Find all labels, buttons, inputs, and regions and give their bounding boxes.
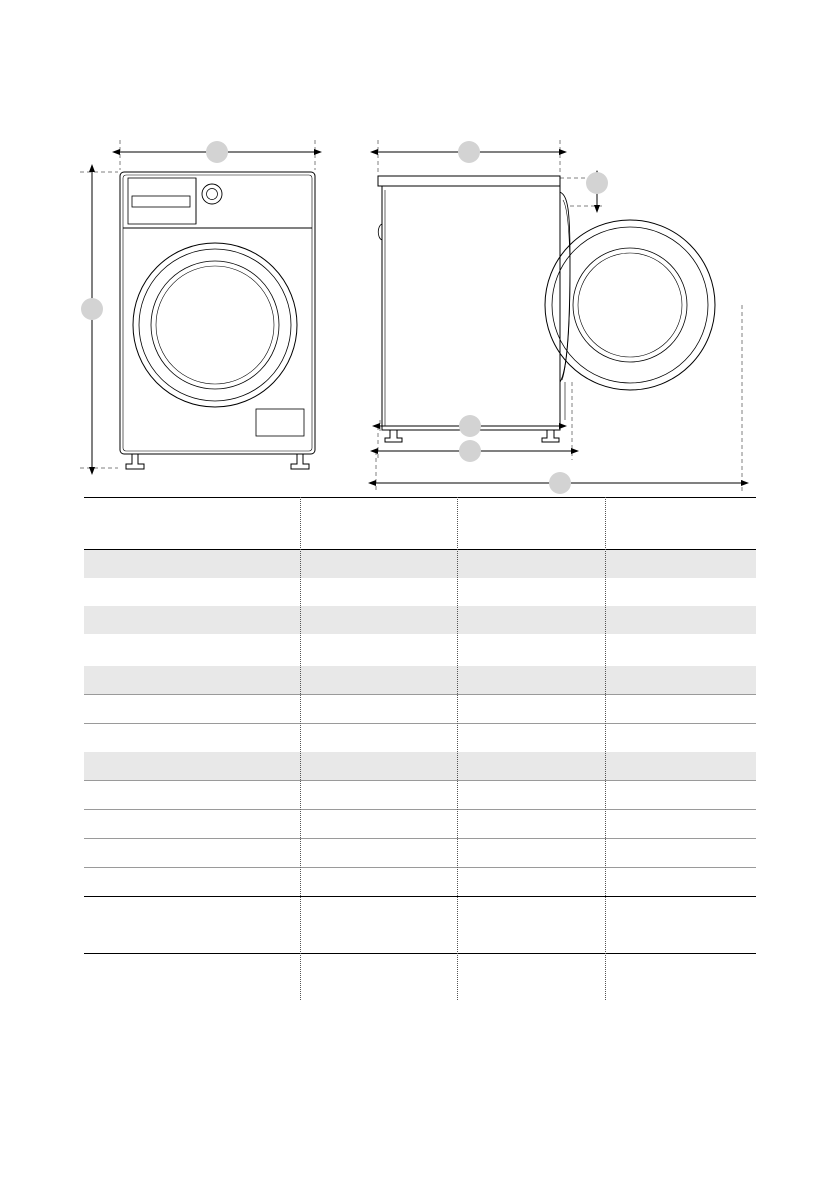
cell-b — [452, 606, 604, 634]
cell-b — [452, 752, 604, 781]
cell-a — [300, 925, 452, 954]
cell-c — [604, 925, 756, 954]
callout-f — [459, 440, 481, 462]
callout-c — [458, 141, 480, 163]
table-row — [84, 809, 756, 838]
table-column-divider-3 — [605, 497, 606, 1000]
cell-label — [84, 838, 300, 867]
table-row — [84, 925, 756, 954]
cell-a — [300, 838, 452, 867]
table-row — [84, 752, 756, 781]
cell-a — [300, 578, 452, 606]
callout-e — [459, 415, 481, 437]
cell-a — [300, 723, 452, 752]
callout-a — [206, 141, 228, 163]
cell-a — [300, 809, 452, 838]
cell-label — [84, 723, 300, 752]
cell-b — [452, 634, 604, 666]
table-row — [84, 867, 756, 896]
cell-a — [300, 694, 452, 723]
cell-label — [84, 634, 300, 666]
table-row — [84, 838, 756, 867]
cell-c — [604, 809, 756, 838]
cell-label — [84, 780, 300, 809]
cell-c — [604, 723, 756, 752]
cell-c — [604, 497, 756, 549]
cell-b — [452, 723, 604, 752]
cell-c — [604, 666, 756, 695]
table-row — [84, 694, 756, 723]
cell-a — [300, 780, 452, 809]
cell-label — [84, 752, 300, 781]
cell-c — [604, 838, 756, 867]
cell-c — [604, 578, 756, 606]
cell-label — [84, 809, 300, 838]
table-row — [84, 634, 756, 666]
cell-a — [300, 867, 452, 896]
cell-c — [604, 780, 756, 809]
callout-d — [586, 172, 608, 194]
callout-b — [81, 298, 103, 320]
cell-b — [452, 549, 604, 578]
table-row — [84, 896, 756, 925]
cell-a — [300, 549, 452, 578]
cell-label — [84, 925, 300, 954]
cell-b — [452, 497, 604, 549]
cell-label — [84, 896, 300, 925]
cell-c — [604, 896, 756, 925]
table-row — [84, 549, 756, 578]
cell-a — [300, 634, 452, 666]
cell-a — [300, 896, 452, 925]
cell-b — [452, 666, 604, 695]
cell-c — [604, 606, 756, 634]
cell-c — [604, 549, 756, 578]
cell-b — [452, 896, 604, 925]
cell-b — [452, 925, 604, 954]
cell-a — [300, 752, 452, 781]
table-row — [84, 578, 756, 606]
cell-a — [300, 666, 452, 695]
washing-machine-dimension-diagram — [60, 120, 780, 500]
cell-c — [604, 694, 756, 723]
cell-b — [452, 578, 604, 606]
cell-label — [84, 694, 300, 723]
specification-table — [84, 497, 756, 954]
cell-b — [452, 838, 604, 867]
cell-label — [84, 867, 300, 896]
cell-c — [604, 867, 756, 896]
callout-g — [549, 472, 571, 494]
table-row — [84, 666, 756, 695]
table-row — [84, 497, 756, 549]
cell-label — [84, 578, 300, 606]
table-row — [84, 780, 756, 809]
cell-b — [452, 867, 604, 896]
cell-b — [452, 809, 604, 838]
table-row — [84, 606, 756, 634]
cell-a — [300, 497, 452, 549]
cell-c — [604, 634, 756, 666]
cell-c — [604, 752, 756, 781]
cell-label — [84, 606, 300, 634]
specification-table-body — [84, 497, 756, 953]
cell-a — [300, 606, 452, 634]
cell-b — [452, 780, 604, 809]
table-column-divider-1 — [300, 497, 301, 1000]
cell-label — [84, 666, 300, 695]
table-row — [84, 723, 756, 752]
cell-label — [84, 549, 300, 578]
cell-label — [84, 497, 300, 549]
table-column-divider-2 — [457, 497, 458, 1000]
cell-b — [452, 694, 604, 723]
